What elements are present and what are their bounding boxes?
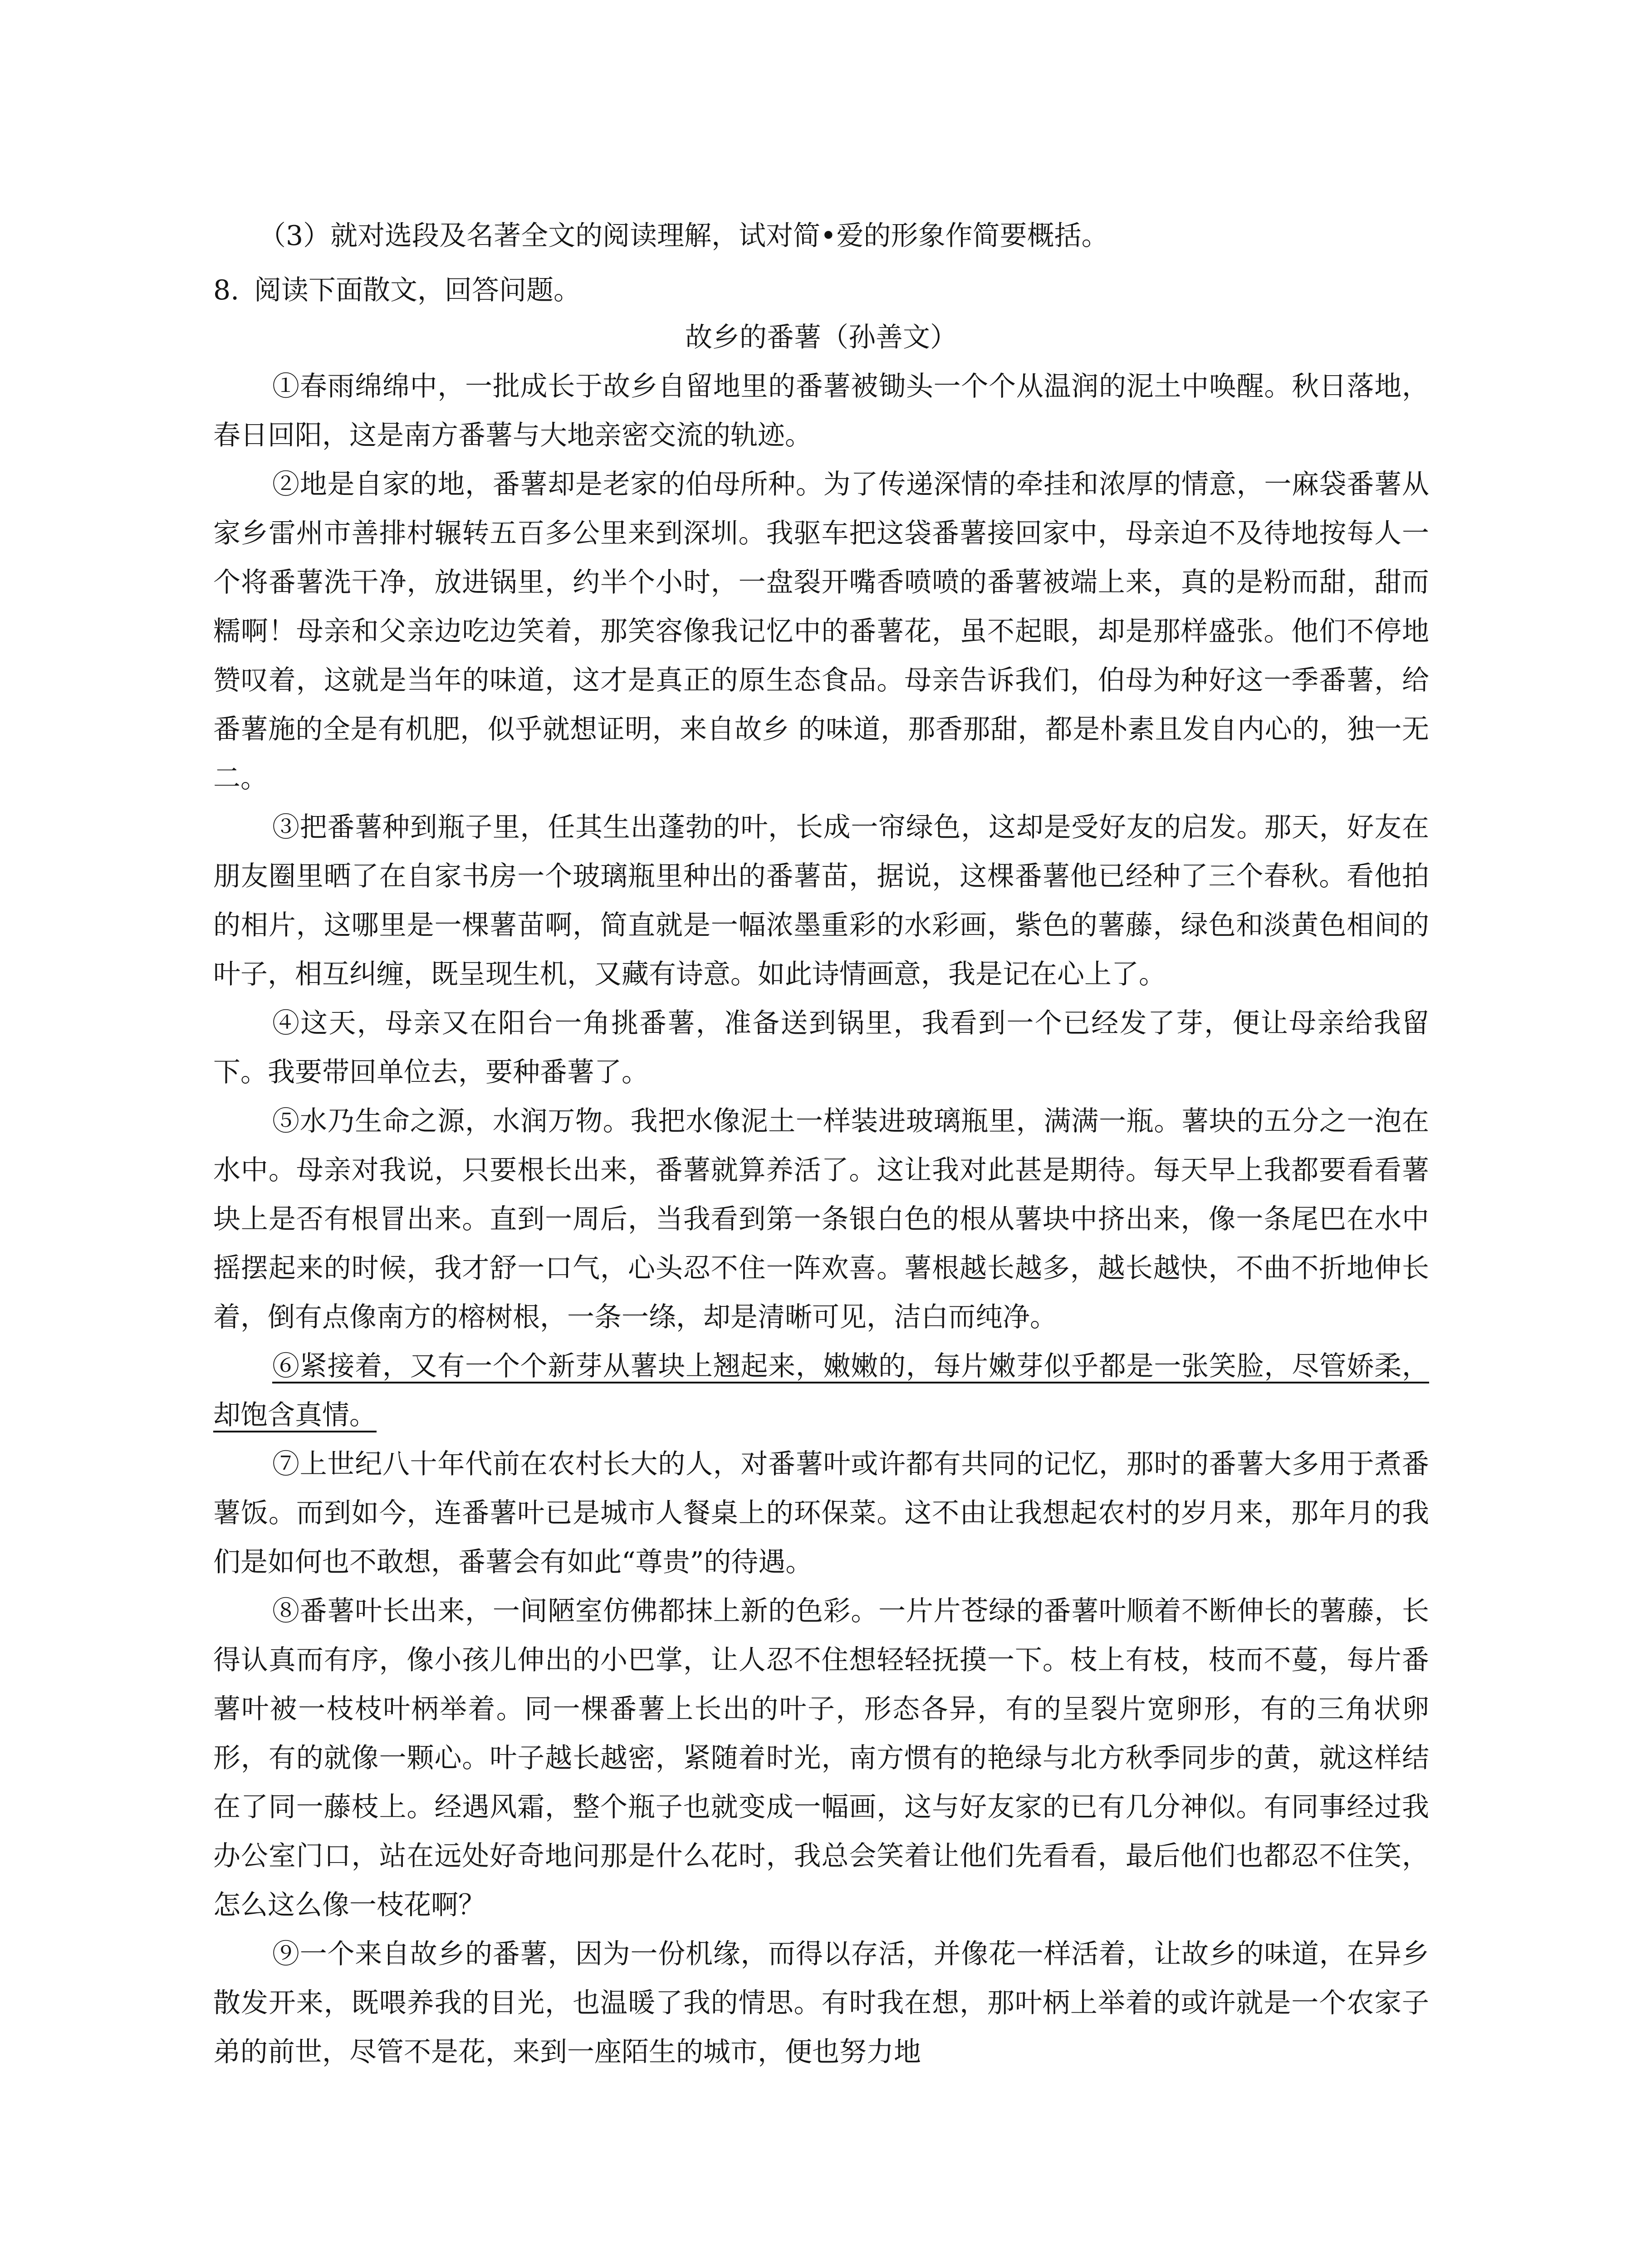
paragraph-2: ②地是自家的地，番薯却是老家的伯母所种。为了传递深情的牵挂和浓厚的情意，一麻袋番薯从家乡雷州市善排村辗转五百多公里来到深圳。我驱车把这袋番薯接回家中，母亲迫不及待地按每人一个将番薯洗干净，放进锅里，约半个小时，一盘裂开嘴香喷喷的番薯被端上来，真的是粉而甜，甜而糯啊！母亲和父亲边吃边笑着，那笑容像我记忆中的番薯花，虽不起眼，却是那样盛张。他们不停地赞叹着，这就是当年的味道，这才是真正的原生态食品。母亲告诉我们，伯母为种好这一季番薯，给番薯施的全是有机肥，似乎就想证明，来自故乡 的味道，那香那甜，都是朴素且发自内心的，独一无二。 [213, 469, 1429, 794]
underlined-sentence: ⑥紧接着，又有一个个新芽从薯块上翘起来，嫩嫩的，每片嫩芽似乎都是一张笑脸，尽管娇柔，却饱含真情。 [213, 1350, 1429, 1431]
paragraph-8: ⑧番薯叶长出来，一间陋室仿佛都抹上新的色彩。一片片苍绿的番薯叶顺着不断伸长的薯藤，长得认真而有序，像小孩儿伸出的小巴掌，让人忍不住想轻轻抚摸一下。枝上有枝，枝而不蔓，每片番薯叶被一枝枝叶柄举着。同一棵番薯上长出的叶子，形态各异，有的呈裂片宽卵形，有的三角状卵形，有的就像一颗心。叶子越长越密，紧随着时光，南方惯有的艳绿与北方秋季同步的黄，就这样结在了同一藤枝上。经遇风霜，整个瓶子也就变成一幅画，这与好友家的已有几分神似。有同事经过我办公室门口，站在远处好奇地问那是什么花时，我总会笑着让他们先看看，最后他们也都忍不住笑，怎么这么像一枝花啊？ [213, 1595, 1429, 1921]
paragraph-1: ①春雨绵绵中，一批成长于故乡自留地里的番薯被锄头一个个从温润的泥土中唤醒。秋日落地，春日回阳，这是南方番薯与大地亲密交流的轨迹。 [213, 371, 1429, 451]
question-8-heading [213, 268, 1429, 313]
paragraph-9: ⑨一个来自故乡的番薯，因为一份机缘，而得以存活，并像花一样活着，让故乡的味道，在异乡散发开来，既喂养我的目光，也温暖了我的情思。有时我在想，那叶柄上举着的或许就是一个农家子弟的前世，尽管不是花，来到一座陌生的城市，便也努力地 [213, 1938, 1429, 2068]
essay-title: 故乡的番薯（孙善文） [685, 322, 957, 353]
question-3-text: （3）就对选段及名著全文的阅读理解，试对简•爱的形象作简要概括。 [259, 220, 1109, 252]
page-content [213, 213, 1429, 2077]
paragraph-4: ④这天，母亲又在阳台一角挑番薯，准备送到锅里，我看到一个已经发了芽，便让母亲给我留下。我要带回单位去，要种番薯了。 [213, 1007, 1429, 1088]
question-8-number: 8. [213, 274, 240, 306]
paragraph-5: ⑤水乃生命之源，水润万物。我把水像泥土一样装进玻璃瓶里，满满一瓶。薯块的五分之一泡在水中。母亲对我说，只要根长出来，番薯就算养活了。这让我对此甚是期待。每天早上我都要看看薯块上是否有根冒出来。直到一周后，当我看到第一条银白色的根从薯块中挤出来，像一条尾巴在水中摇摆起来的时候，我才舒一口气，心头忍不住一阵欢喜。薯根越长越多，越长越快，不曲不折地伸长着，倒有点像南方的榕树根，一条一绦，却是清晰可见，洁白而纯净。 [213, 1105, 1429, 1333]
paragraph-3: ③把番薯种到瓶子里，任其生出蓬勃的叶，长成一帘绿色，这却是受好友的启发。那天，好友在朋友圈里晒了在自家书房一个玻璃瓶里种出的番薯苗，据说，这棵番薯他已经种了三个春秋。看他拍的相片，这哪里是一棵薯苗啊，简直就是一幅浓墨重彩的水彩画，紫色的薯藤，绿色和淡黄色相间的叶子，相互纠缠，既呈现生机，又藏有诗意。如此诗情画意，我是记在心上了。 [213, 811, 1429, 990]
paragraph-6-underlined [213, 1342, 1429, 1440]
question-8-prompt: 阅读下面散文，回答问题。 [254, 274, 581, 306]
paragraph-7: ⑦上世纪八十年代前在农村长大的人，对番薯叶或许都有共同的记忆，那时的番薯大多用于煮番薯饭。而到如今，连番薯叶已是城市人餐桌上的环保菜。这不由让我想起农村的岁月来，那年月的我们是如何也不敢想，番薯会有如此“尊贵”的待遇。 [213, 1448, 1429, 1578]
